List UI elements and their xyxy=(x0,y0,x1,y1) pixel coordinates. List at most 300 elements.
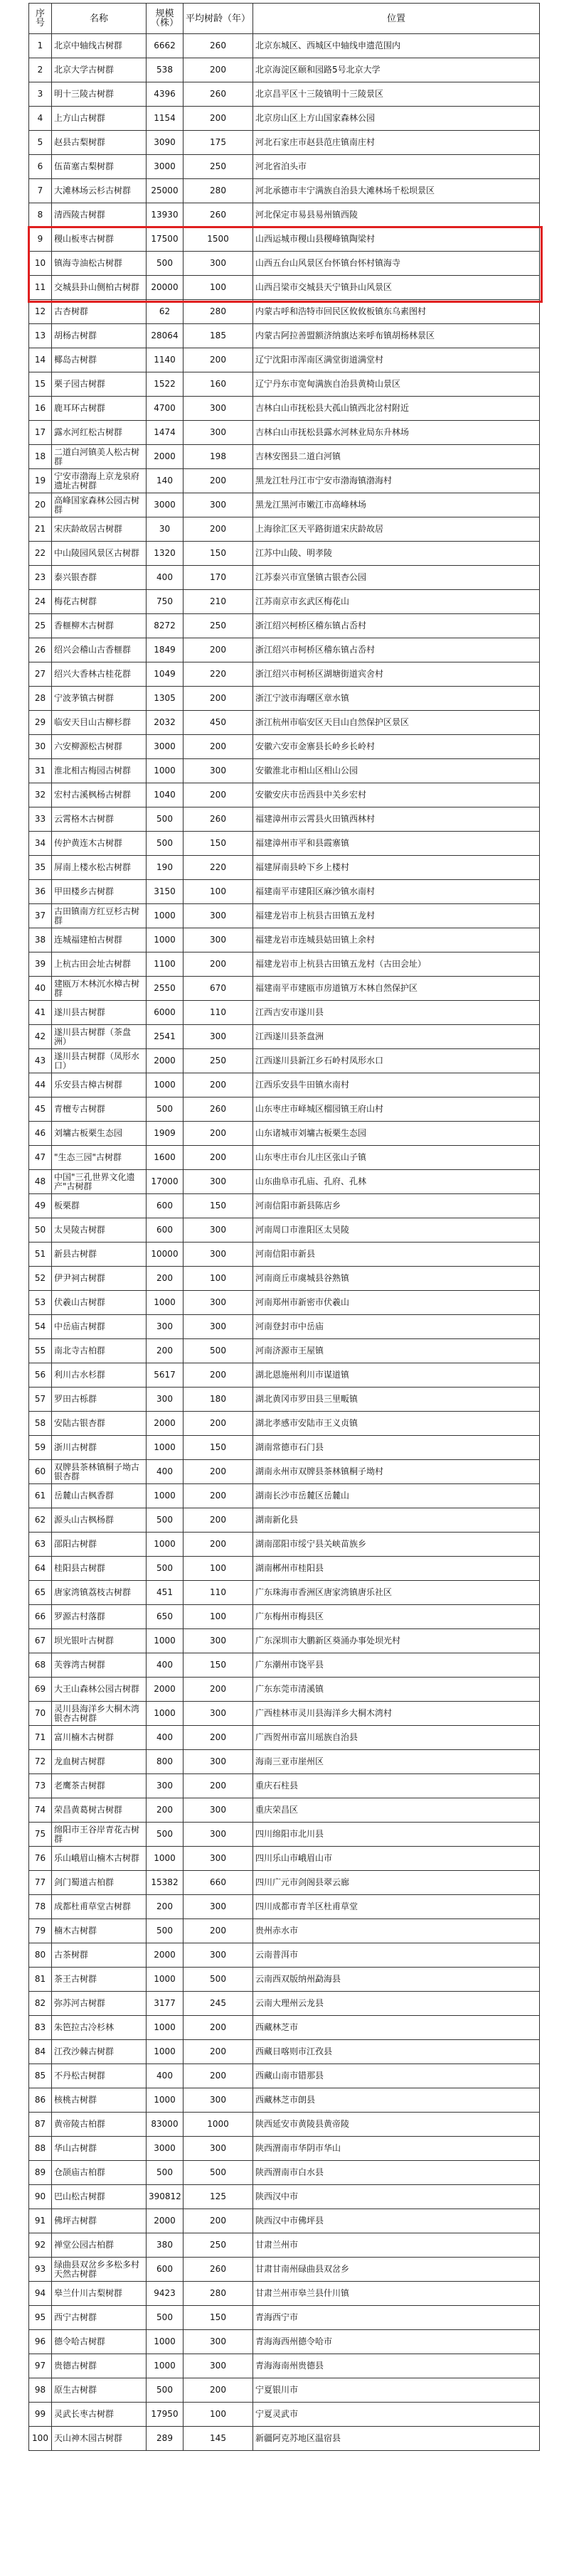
cell-location: 福建南平市建瓯市房道镇万木林自然保护区 xyxy=(253,977,540,1001)
cell-avg-age: 670 xyxy=(184,977,253,1001)
cell-avg-age: 100 xyxy=(184,1267,253,1291)
cell-name: 伍苗塞古梨树群 xyxy=(52,155,147,179)
cell-avg-age: 100 xyxy=(184,276,253,300)
cell-location: 北京海淀区颐和园路5号北京大学 xyxy=(253,58,540,82)
cell-avg-age: 200 xyxy=(184,1122,253,1146)
cell-avg-age: 260 xyxy=(184,2258,253,2282)
table-row xyxy=(29,1436,540,1460)
table-row xyxy=(29,880,540,904)
cell-location: 河南商丘市虞城县谷熟镇 xyxy=(253,1267,540,1291)
cell-scale: 500 xyxy=(147,1919,184,1943)
ancient-tree-table xyxy=(28,3,540,2451)
cell-location: 江苏泰兴市宣堡镇古银杏公园 xyxy=(253,566,540,590)
table-row xyxy=(29,1146,540,1170)
cell-name: 禅堂公园古柏群 xyxy=(52,2233,147,2258)
cell-location: 吉林白山市抚松县露水河林业局东升林场 xyxy=(253,421,540,445)
cell-index: 17 xyxy=(29,421,52,445)
cell-scale: 25000 xyxy=(147,179,184,203)
cell-name: 云霄格木古树群 xyxy=(52,807,147,832)
cell-location: 广东深圳市大鹏新区葵涌办事处坝光村 xyxy=(253,1629,540,1653)
cell-index: 69 xyxy=(29,1678,52,1702)
cell-name: 交城县卦山侧柏古树群 xyxy=(52,276,147,300)
cell-index: 48 xyxy=(29,1170,52,1194)
cell-index: 83 xyxy=(29,2016,52,2040)
cell-avg-age: 250 xyxy=(184,155,253,179)
cell-avg-age: 250 xyxy=(184,614,253,638)
cell-scale: 390812 xyxy=(147,2185,184,2209)
table-row xyxy=(29,590,540,614)
table-row xyxy=(29,638,540,662)
table-row xyxy=(29,1194,540,1218)
cell-scale: 1000 xyxy=(147,1073,184,1098)
table-row xyxy=(29,2378,540,2403)
cell-index: 74 xyxy=(29,1798,52,1823)
cell-location: 宁夏灵武市 xyxy=(253,2403,540,2427)
cell-scale: 1000 xyxy=(147,2040,184,2064)
cell-location: 四川成都市青羊区杜甫草堂 xyxy=(253,1895,540,1919)
cell-name: 源头山古枫杨群 xyxy=(52,1508,147,1533)
table-row xyxy=(29,735,540,759)
cell-scale: 20000 xyxy=(147,276,184,300)
cell-location: 河南周口市淮阳区太昊陵 xyxy=(253,1218,540,1243)
cell-location: 西藏山南市错那县 xyxy=(253,2064,540,2088)
cell-name: 唐家湾镇荔枝古树群 xyxy=(52,1581,147,1605)
cell-location: 西藏林芝市 xyxy=(253,2016,540,2040)
table-row xyxy=(29,1267,540,1291)
table-row xyxy=(29,2354,540,2378)
cell-index: 6 xyxy=(29,155,52,179)
cell-avg-age: 180 xyxy=(184,1388,253,1412)
cell-index: 91 xyxy=(29,2209,52,2233)
cell-scale: 1320 xyxy=(147,542,184,566)
cell-location: 广东珠海市香洲区唐家湾镇唐乐社区 xyxy=(253,1581,540,1605)
cell-name: 露水河红松古树群 xyxy=(52,421,147,445)
table-row xyxy=(29,711,540,735)
table-row xyxy=(29,1992,540,2016)
cell-avg-age: 260 xyxy=(184,1098,253,1122)
cell-avg-age: 200 xyxy=(184,1073,253,1098)
cell-scale: 28064 xyxy=(147,324,184,348)
cell-avg-age: 250 xyxy=(184,1049,253,1073)
cell-avg-age: 200 xyxy=(184,1919,253,1943)
cell-location: 贵州赤水市 xyxy=(253,1919,540,1943)
cell-location: 北京房山区上方山国家森林公园 xyxy=(253,107,540,131)
cell-index: 73 xyxy=(29,1774,52,1798)
cell-location: 福建屏南县岭下乡上楼村 xyxy=(253,856,540,880)
cell-avg-age: 200 xyxy=(184,517,253,542)
table-row xyxy=(29,977,540,1001)
cell-avg-age: 200 xyxy=(184,735,253,759)
cell-avg-age: 300 xyxy=(184,1823,253,1847)
cell-name: 江孜沙棘古树群 xyxy=(52,2040,147,2064)
cell-location: 福建龙岩市上杭县古田镇五龙村（古田会址） xyxy=(253,952,540,977)
cell-scale: 6000 xyxy=(147,1001,184,1025)
table-row xyxy=(29,2040,540,2064)
cell-avg-age: 100 xyxy=(184,1605,253,1629)
cell-name: 梅花古树群 xyxy=(52,590,147,614)
cell-name: 龙血树古树群 xyxy=(52,1750,147,1774)
cell-index: 1 xyxy=(29,34,52,58)
cell-avg-age: 660 xyxy=(184,1871,253,1895)
cell-name: 大王山森林公园古树群 xyxy=(52,1678,147,1702)
cell-index: 72 xyxy=(29,1750,52,1774)
cell-avg-age: 300 xyxy=(184,1750,253,1774)
cell-index: 89 xyxy=(29,2161,52,2185)
table-row xyxy=(29,348,540,372)
cell-scale: 200 xyxy=(147,1267,184,1291)
table-row xyxy=(29,1363,540,1388)
cell-avg-age: 100 xyxy=(184,880,253,904)
cell-avg-age: 200 xyxy=(184,1484,253,1508)
cell-location: 江西吉安市遂川县 xyxy=(253,1001,540,1025)
cell-location: 山东枣庄市峄城区榴园镇王府山村 xyxy=(253,1098,540,1122)
cell-scale: 1000 xyxy=(147,2330,184,2354)
cell-index: 66 xyxy=(29,1605,52,1629)
table-row xyxy=(29,58,540,82)
cell-avg-age: 300 xyxy=(184,1847,253,1871)
cell-avg-age: 300 xyxy=(184,397,253,421)
cell-index: 55 xyxy=(29,1339,52,1363)
cell-location: 云南大理州云龙县 xyxy=(253,1992,540,2016)
table-row xyxy=(29,832,540,856)
cell-scale: 3000 xyxy=(147,493,184,517)
cell-scale: 2032 xyxy=(147,711,184,735)
cell-index: 2 xyxy=(29,58,52,82)
cell-scale: 1909 xyxy=(147,1122,184,1146)
cell-location: 青海西宁市 xyxy=(253,2306,540,2330)
cell-location: 河北省泊头市 xyxy=(253,155,540,179)
cell-avg-age: 300 xyxy=(184,1025,253,1049)
cell-scale: 3150 xyxy=(147,880,184,904)
cell-scale: 600 xyxy=(147,1218,184,1243)
cell-name: 新县古树群 xyxy=(52,1243,147,1267)
cell-avg-age: 150 xyxy=(184,1436,253,1460)
cell-name: 刘墉古板栗生态园 xyxy=(52,1122,147,1146)
cell-scale: 2000 xyxy=(147,445,184,469)
cell-avg-age: 150 xyxy=(184,832,253,856)
cell-scale: 3000 xyxy=(147,2137,184,2161)
cell-name: 鹿耳环古树群 xyxy=(52,397,147,421)
cell-index: 10 xyxy=(29,252,52,276)
cell-scale: 400 xyxy=(147,566,184,590)
cell-avg-age: 150 xyxy=(184,2306,253,2330)
cell-name: 高峰国家森林公园古树群 xyxy=(52,493,147,517)
table-row xyxy=(29,1823,540,1847)
cell-scale: 1000 xyxy=(147,928,184,952)
cell-location: 广西贺州市富川瑶族自治县 xyxy=(253,1726,540,1750)
table-row xyxy=(29,2427,540,2451)
cell-index: 36 xyxy=(29,880,52,904)
cell-location: 湖南新化县 xyxy=(253,1508,540,1533)
cell-index: 57 xyxy=(29,1388,52,1412)
cell-index: 75 xyxy=(29,1823,52,1847)
table-row xyxy=(29,1943,540,1968)
cell-scale: 538 xyxy=(147,58,184,82)
cell-avg-age: 300 xyxy=(184,252,253,276)
cell-avg-age: 300 xyxy=(184,2330,253,2354)
header-index: 序号 xyxy=(29,4,52,34)
cell-avg-age: 1500 xyxy=(184,227,253,252)
cell-scale: 1000 xyxy=(147,1533,184,1557)
table-row xyxy=(29,904,540,928)
cell-index: 41 xyxy=(29,1001,52,1025)
cell-avg-age: 160 xyxy=(184,372,253,397)
table-row xyxy=(29,1678,540,1702)
table-row xyxy=(29,203,540,227)
cell-avg-age: 300 xyxy=(184,1629,253,1653)
cell-scale: 2000 xyxy=(147,1412,184,1436)
cell-name: 临安天目山古柳杉群 xyxy=(52,711,147,735)
cell-name: 稷山板枣古树群 xyxy=(52,227,147,252)
cell-scale: 300 xyxy=(147,1774,184,1798)
cell-location: 重庆荣昌区 xyxy=(253,1798,540,1823)
cell-name: 伏羲山古树群 xyxy=(52,1291,147,1315)
cell-location: 西藏林芝市朗县 xyxy=(253,2088,540,2113)
cell-name: 桂阳县古树群 xyxy=(52,1557,147,1581)
cell-name: 遂川县古树群（茶盘洲） xyxy=(52,1025,147,1049)
cell-avg-age: 300 xyxy=(184,904,253,928)
cell-scale: 9423 xyxy=(147,2282,184,2306)
cell-scale: 17000 xyxy=(147,1170,184,1194)
cell-avg-age: 200 xyxy=(184,1533,253,1557)
cell-avg-age: 170 xyxy=(184,566,253,590)
table-row xyxy=(29,1968,540,1992)
cell-avg-age: 300 xyxy=(184,928,253,952)
cell-index: 60 xyxy=(29,1460,52,1484)
cell-avg-age: 200 xyxy=(184,469,253,493)
cell-location: 甘肃兰州市 xyxy=(253,2233,540,2258)
cell-scale: 17500 xyxy=(147,227,184,252)
cell-location: 湖南永州市双牌县茶林镇桐子坳村 xyxy=(253,1460,540,1484)
cell-name: 乐山峨眉山楠木古树群 xyxy=(52,1847,147,1871)
cell-name: 佛坪古树群 xyxy=(52,2209,147,2233)
cell-scale: 300 xyxy=(147,1388,184,1412)
cell-name: 中岳庙古树群 xyxy=(52,1315,147,1339)
cell-index: 29 xyxy=(29,711,52,735)
cell-index: 37 xyxy=(29,904,52,928)
cell-avg-age: 110 xyxy=(184,1001,253,1025)
table-row xyxy=(29,2064,540,2088)
cell-avg-age: 260 xyxy=(184,203,253,227)
table-row xyxy=(29,1073,540,1098)
cell-scale: 750 xyxy=(147,590,184,614)
cell-name: 遂川县古树群（凤形水口） xyxy=(52,1049,147,1073)
cell-name: 镇海寺油松古树群 xyxy=(52,252,147,276)
cell-index: 28 xyxy=(29,687,52,711)
table-row xyxy=(29,2185,540,2209)
cell-scale: 1000 xyxy=(147,1484,184,1508)
cell-location: 浙江杭州市临安区天目山自然保护区景区 xyxy=(253,711,540,735)
cell-avg-age: 200 xyxy=(184,2064,253,2088)
cell-index: 62 xyxy=(29,1508,52,1533)
cell-index: 56 xyxy=(29,1363,52,1388)
cell-scale: 5617 xyxy=(147,1363,184,1388)
cell-index: 51 xyxy=(29,1243,52,1267)
cell-location: 湖北孝感市安陆市王义贞镇 xyxy=(253,1412,540,1436)
cell-scale: 1000 xyxy=(147,1847,184,1871)
cell-avg-age: 210 xyxy=(184,590,253,614)
table-row xyxy=(29,856,540,880)
cell-location: 湖南长沙市岳麓区岳麓山 xyxy=(253,1484,540,1508)
cell-avg-age: 300 xyxy=(184,1798,253,1823)
cell-name: 六安柳源松古树群 xyxy=(52,735,147,759)
cell-avg-age: 200 xyxy=(184,1146,253,1170)
table-row xyxy=(29,2282,540,2306)
table-row xyxy=(29,2113,540,2137)
cell-location: 安徽淮北市相山区相山公园 xyxy=(253,759,540,783)
table-row xyxy=(29,1726,540,1750)
cell-scale: 2550 xyxy=(147,977,184,1001)
cell-scale: 2000 xyxy=(147,1049,184,1073)
cell-avg-age: 200 xyxy=(184,1460,253,1484)
cell-name: 古茶树群 xyxy=(52,1943,147,1968)
cell-scale: 1000 xyxy=(147,2354,184,2378)
cell-name: 茶王古树群 xyxy=(52,1968,147,1992)
table-row xyxy=(29,2233,540,2258)
cell-index: 25 xyxy=(29,614,52,638)
cell-avg-age: 220 xyxy=(184,856,253,880)
cell-location: 内蒙古呼和浩特市回民区攸攸板镇东乌素图村 xyxy=(253,300,540,324)
cell-name: 淮北相古梅园古树群 xyxy=(52,759,147,783)
cell-location: 云南西双版纳州勐海县 xyxy=(253,1968,540,1992)
cell-scale: 650 xyxy=(147,1605,184,1629)
cell-name: 明十三陵古树群 xyxy=(52,82,147,107)
cell-location: 河南郑州市新密市伏羲山 xyxy=(253,1291,540,1315)
cell-location: 陕西延安市黄陵县黄帝陵 xyxy=(253,2113,540,2137)
cell-scale: 8272 xyxy=(147,614,184,638)
cell-index: 63 xyxy=(29,1533,52,1557)
cell-index: 26 xyxy=(29,638,52,662)
table-row xyxy=(29,662,540,687)
cell-index: 93 xyxy=(29,2258,52,2282)
cell-index: 67 xyxy=(29,1629,52,1653)
cell-avg-age: 200 xyxy=(184,783,253,807)
cell-index: 44 xyxy=(29,1073,52,1098)
cell-location: 福建漳州市云霄县火田镇西林村 xyxy=(253,807,540,832)
cell-name: 华山古树群 xyxy=(52,2137,147,2161)
cell-location: 青海海南州贵德县 xyxy=(253,2354,540,2378)
cell-avg-age: 150 xyxy=(184,1653,253,1678)
cell-avg-age: 200 xyxy=(184,1726,253,1750)
cell-index: 92 xyxy=(29,2233,52,2258)
cell-index: 76 xyxy=(29,1847,52,1871)
cell-index: 71 xyxy=(29,1726,52,1750)
cell-location: 广西桂林市灵川县海洋乡大桐木湾村 xyxy=(253,1702,540,1726)
cell-name: 传护黄连木古树群 xyxy=(52,832,147,856)
table-row xyxy=(29,928,540,952)
cell-index: 49 xyxy=(29,1194,52,1218)
cell-avg-age: 500 xyxy=(184,1339,253,1363)
cell-avg-age: 185 xyxy=(184,324,253,348)
header-scale: 规模（株） xyxy=(147,4,184,34)
table-row xyxy=(29,1412,540,1436)
cell-name: 栗子园古树群 xyxy=(52,372,147,397)
cell-location: 陕西汉中市 xyxy=(253,2185,540,2209)
cell-avg-age: 300 xyxy=(184,2137,253,2161)
cell-location: 山东枣庄市台儿庄区张山子镇 xyxy=(253,1146,540,1170)
cell-location: 甘肃兰州市皋兰县什川镇 xyxy=(253,2282,540,2306)
cell-scale: 1000 xyxy=(147,1702,184,1726)
cell-name: 北京大学古树群 xyxy=(52,58,147,82)
cell-location: 湖北黄冈市罗田县三里畈镇 xyxy=(253,1388,540,1412)
cell-location: 宁夏银川市 xyxy=(253,2378,540,2403)
cell-index: 12 xyxy=(29,300,52,324)
table-row xyxy=(29,252,540,276)
cell-scale: 1040 xyxy=(147,783,184,807)
cell-scale: 500 xyxy=(147,1823,184,1847)
cell-name: 老鹰茶古树群 xyxy=(52,1774,147,1798)
cell-scale: 6662 xyxy=(147,34,184,58)
cell-scale: 500 xyxy=(147,832,184,856)
cell-avg-age: 300 xyxy=(184,2354,253,2378)
cell-location: 福建南平市建阳区麻沙镇水南村 xyxy=(253,880,540,904)
cell-location: 山东曲阜市孔庙、孔府、孔林 xyxy=(253,1170,540,1194)
cell-scale: 500 xyxy=(147,1098,184,1122)
cell-scale: 500 xyxy=(147,2378,184,2403)
table-row xyxy=(29,1847,540,1871)
cell-name: 剑门蜀道古柏群 xyxy=(52,1871,147,1895)
cell-name: 二道白河镇美人松古树群 xyxy=(52,445,147,469)
cell-location: 河北保定市易县易州镇西陵 xyxy=(253,203,540,227)
cell-avg-age: 300 xyxy=(184,1943,253,1968)
table-row xyxy=(29,155,540,179)
cell-name: 南北寺古柏群 xyxy=(52,1339,147,1363)
cell-avg-age: 260 xyxy=(184,82,253,107)
cell-scale: 200 xyxy=(147,1895,184,1919)
table-row xyxy=(29,2161,540,2185)
cell-scale: 30 xyxy=(147,517,184,542)
cell-name: 泰兴银杏群 xyxy=(52,566,147,590)
cell-index: 85 xyxy=(29,2064,52,2088)
cell-scale: 1000 xyxy=(147,904,184,928)
cell-index: 14 xyxy=(29,348,52,372)
cell-name: 乐安县古樟古树群 xyxy=(52,1073,147,1098)
cell-scale: 500 xyxy=(147,2306,184,2330)
table-row xyxy=(29,2209,540,2233)
cell-index: 64 xyxy=(29,1557,52,1581)
cell-name: 胡杨古树群 xyxy=(52,324,147,348)
table-row xyxy=(29,1629,540,1653)
table-row xyxy=(29,1508,540,1533)
cell-name: 甲田楼乡古树群 xyxy=(52,880,147,904)
table-row xyxy=(29,1460,540,1484)
cell-name: 天山神木园古树群 xyxy=(52,2427,147,2451)
cell-avg-age: 200 xyxy=(184,2378,253,2403)
cell-index: 54 xyxy=(29,1315,52,1339)
table-row xyxy=(29,1122,540,1146)
cell-name: 清西陵古树群 xyxy=(52,203,147,227)
cell-location: 广东东莞市清溪镇 xyxy=(253,1678,540,1702)
cell-avg-age: 200 xyxy=(184,952,253,977)
cell-index: 77 xyxy=(29,1871,52,1895)
table-row xyxy=(29,807,540,832)
table-row xyxy=(29,1702,540,1726)
cell-location: 新疆阿克苏地区温宿县 xyxy=(253,2427,540,2451)
table-row xyxy=(29,1315,540,1339)
table-row xyxy=(29,372,540,397)
cell-index: 45 xyxy=(29,1098,52,1122)
table-row xyxy=(29,1339,540,1363)
table-body xyxy=(29,34,540,2451)
cell-avg-age: 125 xyxy=(184,2185,253,2209)
cell-index: 33 xyxy=(29,807,52,832)
cell-index: 65 xyxy=(29,1581,52,1605)
cell-scale: 500 xyxy=(147,807,184,832)
cell-location: 浙江绍兴市柯桥区湖塘街道宾舍村 xyxy=(253,662,540,687)
table-row xyxy=(29,517,540,542)
table-row xyxy=(29,1484,540,1508)
cell-location: 安徽六安市金寨县长岭乡长岭村 xyxy=(253,735,540,759)
